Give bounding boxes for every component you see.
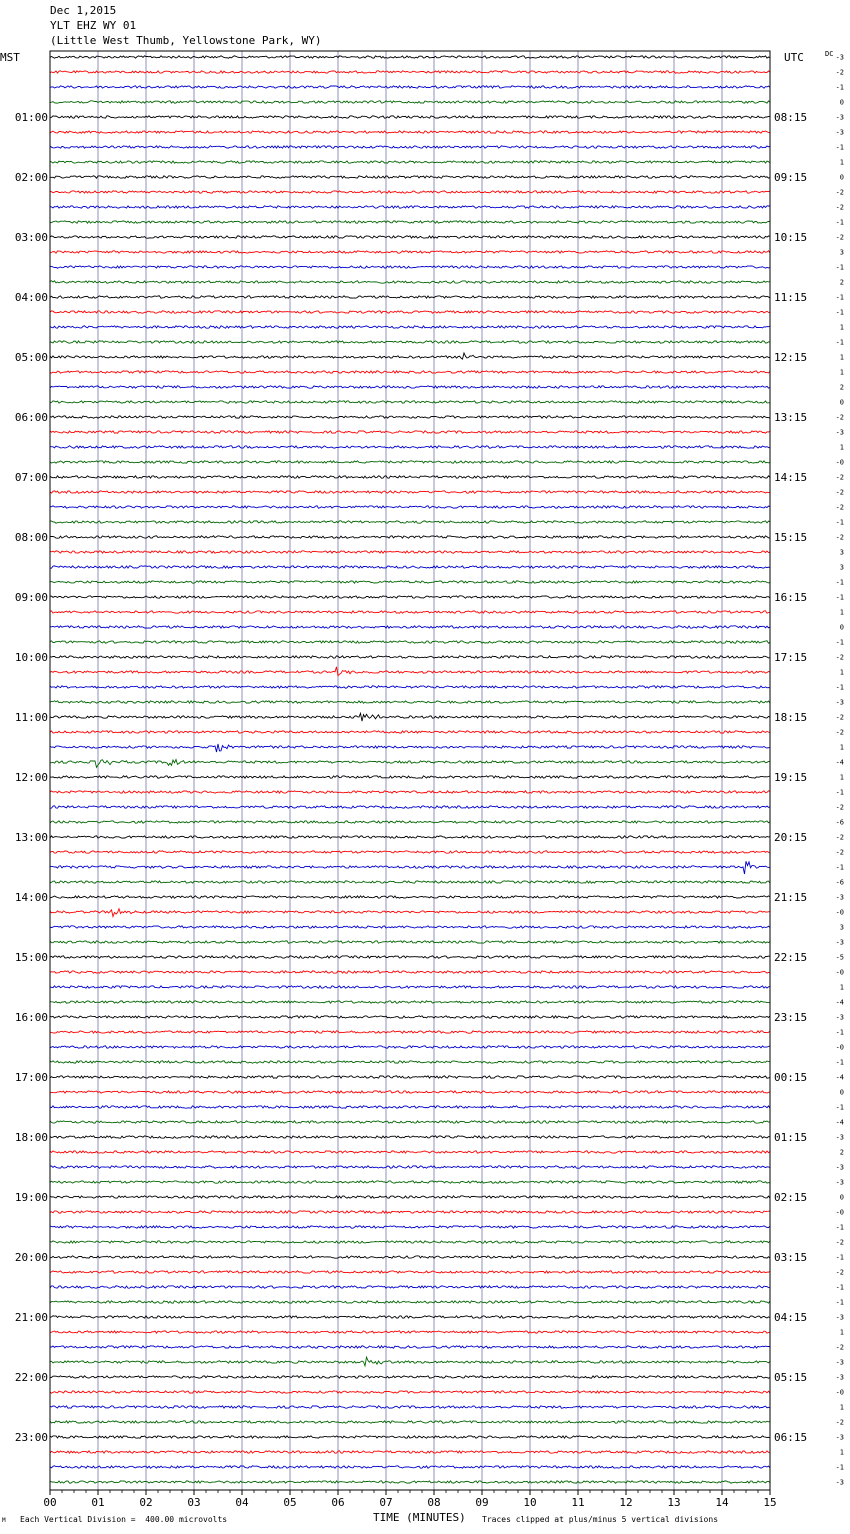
trace-row <box>50 521 770 523</box>
trace-row <box>50 821 770 823</box>
dc-offset-label: 1 <box>839 158 844 167</box>
x-tick-label: 06 <box>331 1496 345 1509</box>
trace-row <box>50 101 770 103</box>
utc-hour-label: 01:15 <box>774 1131 808 1144</box>
dc-offset-label: -2 <box>835 203 844 212</box>
dc-offset-label: -0 <box>835 908 844 917</box>
trace-row <box>50 206 770 208</box>
mst-axis-label: MST <box>0 51 20 64</box>
dc-offset-label: -2 <box>835 653 844 662</box>
trace-row <box>50 371 770 373</box>
dc-offset-label: -4 <box>835 1118 844 1127</box>
trace-row <box>50 341 770 343</box>
dc-offset-label: 1 <box>839 1403 844 1412</box>
trace-row <box>50 1376 770 1378</box>
mst-hour-label: 22:00 <box>14 1371 48 1384</box>
trace-row <box>50 251 770 253</box>
dc-offset-label: 2 <box>839 278 844 287</box>
utc-hour-label: 20:15 <box>774 831 808 844</box>
trace-row <box>50 760 770 768</box>
dc-offset-label: -1 <box>835 1058 844 1067</box>
dc-offset-label: -3 <box>835 113 844 122</box>
trace-row <box>50 956 770 958</box>
utc-hour-label: 06:15 <box>774 1431 808 1444</box>
dc-offset-label: 0 <box>839 98 844 107</box>
trace-row <box>50 1256 770 1258</box>
trace-row <box>50 776 770 778</box>
dc-offset-label: -2 <box>835 488 844 497</box>
dc-offset-label: 3 <box>839 548 844 557</box>
utc-hour-label: 12:15 <box>774 351 808 364</box>
utc-hour-label: 21:15 <box>774 891 808 904</box>
trace-row <box>50 836 770 838</box>
dc-offset-label: -1 <box>835 1103 844 1112</box>
dc-offset-label: 0 <box>839 398 844 407</box>
mst-hour-label: 04:00 <box>14 291 48 304</box>
trace-row <box>50 506 770 508</box>
dc-offset-label: -2 <box>835 503 844 512</box>
x-tick-label: 01 <box>91 1496 105 1509</box>
trace-row <box>50 146 770 148</box>
dc-offset-label: -4 <box>835 998 844 1007</box>
trace-row <box>50 1016 770 1018</box>
utc-hour-label: 14:15 <box>774 471 808 484</box>
dc-offset-label: -2 <box>835 68 844 77</box>
trace-row <box>50 667 770 676</box>
dc-offset-label: -2 <box>835 1343 844 1352</box>
trace-row <box>50 731 770 733</box>
trace-row <box>50 116 770 118</box>
mst-hour-label: 15:00 <box>14 951 48 964</box>
trace-row <box>50 71 770 73</box>
trace-row <box>50 1226 770 1228</box>
trace-row <box>50 686 770 688</box>
mst-hour-label: 09:00 <box>14 591 48 604</box>
clip-note: Traces clipped at plus/minus 5 vertical divisions <box>482 1515 719 1524</box>
x-axis-title: TIME (MINUTES) <box>373 1511 466 1524</box>
utc-hour-label: 00:15 <box>774 1071 808 1084</box>
dc-offset-label: 0 <box>839 1193 844 1202</box>
corner-mark: M <box>2 1517 6 1524</box>
mst-hour-label: 17:00 <box>14 1071 48 1084</box>
dc-offset-label: -0 <box>835 1388 844 1397</box>
dc-offset-label: -3 <box>835 893 844 902</box>
dc-offset-label: -1 <box>835 218 844 227</box>
utc-hour-label: 04:15 <box>774 1311 808 1324</box>
dc-offset-label: -1 <box>835 308 844 317</box>
dc-offset-label: 3 <box>839 563 844 572</box>
dc-offset-label: -4 <box>835 1073 844 1082</box>
trace-row <box>50 941 770 943</box>
utc-axis-label: UTC <box>784 51 804 64</box>
plot-frame <box>50 51 770 1490</box>
trace-row <box>50 926 770 928</box>
mst-hour-label: 01:00 <box>14 111 48 124</box>
trace-row <box>50 1031 770 1033</box>
trace-row <box>50 431 770 433</box>
utc-hour-label: 03:15 <box>774 1251 808 1264</box>
dc-offset-label: -1 <box>835 1463 844 1472</box>
trace-row <box>50 1136 770 1138</box>
trace-row <box>50 566 770 568</box>
trace-row <box>50 1391 770 1393</box>
dc-offset-label: -2 <box>835 413 844 422</box>
x-tick-label: 08 <box>427 1496 441 1509</box>
trace-row <box>50 176 770 178</box>
trace-row <box>50 491 770 493</box>
trace-row <box>50 1357 770 1366</box>
trace-row <box>50 401 770 403</box>
dc-offset-label: -1 <box>835 83 844 92</box>
dc-offset-label: -3 <box>835 698 844 707</box>
dc-offset-label: -2 <box>835 848 844 857</box>
dc-offset-label: -3 <box>835 1178 844 1187</box>
mst-hour-label: 20:00 <box>14 1251 48 1264</box>
utc-hour-label: 11:15 <box>774 291 808 304</box>
x-tick-label: 13 <box>667 1496 681 1509</box>
dc-offset-label: 1 <box>839 353 844 362</box>
trace-row <box>50 161 770 163</box>
trace-row <box>50 1481 770 1483</box>
x-tick-label: 05 <box>283 1496 297 1509</box>
dc-offset-label: 1 <box>839 323 844 332</box>
dc-offset-label: 3 <box>839 248 844 257</box>
chart-date: Dec 1,2015 <box>50 4 117 17</box>
trace-row <box>50 701 770 703</box>
utc-hour-label: 09:15 <box>774 171 808 184</box>
utc-hour-label: 22:15 <box>774 951 808 964</box>
trace-row <box>50 1061 770 1063</box>
utc-hour-label: 13:15 <box>774 411 808 424</box>
trace-row <box>50 191 770 193</box>
trace-row <box>50 221 770 223</box>
trace-row <box>50 1331 770 1333</box>
trace-row <box>50 1196 770 1198</box>
dc-offset-label: -3 <box>835 1163 844 1172</box>
x-tick-label: 12 <box>619 1496 633 1509</box>
dc-offset-label: 1 <box>839 368 844 377</box>
trace-row <box>50 744 770 752</box>
scale-note: Each Vertical Division = 400.00 microvolts <box>20 1515 228 1524</box>
dc-offset-label: -3 <box>835 428 844 437</box>
dc-offset-label: 1 <box>839 983 844 992</box>
dc-offset-label: -2 <box>835 1418 844 1427</box>
trace-row <box>50 476 770 478</box>
trace-row <box>50 386 770 388</box>
minute-gridlines <box>98 51 722 1490</box>
trace-row <box>50 56 770 58</box>
trace-row <box>50 656 770 658</box>
trace-row <box>50 131 770 133</box>
x-tick-label: 15 <box>763 1496 777 1509</box>
axis-labels <box>0 50 844 1509</box>
trace-row <box>50 1211 770 1213</box>
trace-row <box>50 461 770 463</box>
dc-offset-label: -1 <box>835 638 844 647</box>
trace-row <box>50 791 770 793</box>
trace-row <box>50 266 770 268</box>
trace-row <box>50 536 770 538</box>
dc-offset-label: -0 <box>835 968 844 977</box>
mst-hour-label: 11:00 <box>14 711 48 724</box>
dc-offset-label: -2 <box>835 188 844 197</box>
dc-offset-label: 1 <box>839 1328 844 1337</box>
trace-row <box>50 1451 770 1453</box>
dc-offset-label: -1 <box>835 578 844 587</box>
dc-offset-label: -2 <box>835 233 844 242</box>
trace-row <box>50 1151 770 1153</box>
trace-row <box>50 1121 770 1123</box>
dc-offset-label: -3 <box>835 128 844 137</box>
dc-offset-label: 1 <box>839 608 844 617</box>
dc-offset-label: -1 <box>835 143 844 152</box>
mst-hour-label: 16:00 <box>14 1011 48 1024</box>
trace-row <box>50 1346 770 1348</box>
trace-row <box>50 236 770 238</box>
mst-hour-label: 05:00 <box>14 351 48 364</box>
trace-row <box>50 713 770 721</box>
dc-offset-label: 0 <box>839 1088 844 1097</box>
trace-row <box>50 281 770 283</box>
utc-hour-label: 17:15 <box>774 651 808 664</box>
dc-offset-label: 1 <box>839 773 844 782</box>
dc-offset-label: -2 <box>835 533 844 542</box>
trace-row <box>50 1001 770 1003</box>
dc-offset-label: -5 <box>835 953 844 962</box>
dc-offset-label: -1 <box>835 338 844 347</box>
dc-offset-label: -1 <box>835 1223 844 1232</box>
utc-hour-label: 10:15 <box>774 231 808 244</box>
dc-offset-label: -2 <box>835 1268 844 1277</box>
trace-row <box>50 1316 770 1318</box>
dc-offset-label: -1 <box>835 1253 844 1262</box>
x-tick-label: 03 <box>187 1496 201 1509</box>
dc-offset-label: -1 <box>835 788 844 797</box>
utc-hour-label: 18:15 <box>774 711 808 724</box>
dc-offset-label: -1 <box>835 1298 844 1307</box>
trace-row <box>50 1271 770 1273</box>
dc-offset-label: -3 <box>835 1373 844 1382</box>
dc-offset-label: -0 <box>835 1208 844 1217</box>
dc-label: DC <box>825 50 834 58</box>
trace-row <box>50 86 770 88</box>
dc-offset-label: -2 <box>835 473 844 482</box>
dc-offset-label: -4 <box>835 758 844 767</box>
mst-hour-label: 18:00 <box>14 1131 48 1144</box>
trace-row <box>50 416 770 418</box>
trace-row <box>50 971 770 973</box>
utc-hour-label: 19:15 <box>774 771 808 784</box>
x-tick-label: 09 <box>475 1496 489 1509</box>
dc-offset-label: 2 <box>839 383 844 392</box>
trace-row <box>50 1301 770 1303</box>
trace-row <box>50 581 770 583</box>
trace-row <box>50 326 770 328</box>
x-tick-label: 07 <box>379 1496 393 1509</box>
dc-offset-label: 0 <box>839 623 844 632</box>
dc-offset-label: -1 <box>835 263 844 272</box>
dc-offset-label: -3 <box>835 1013 844 1022</box>
dc-offset-label: -1 <box>835 683 844 692</box>
trace-row <box>50 851 770 853</box>
mst-hour-label: 19:00 <box>14 1191 48 1204</box>
trace-row <box>50 353 770 359</box>
trace-row <box>50 909 770 917</box>
mst-hour-label: 08:00 <box>14 531 48 544</box>
dc-offset-label: -1 <box>835 1028 844 1037</box>
mst-hour-label: 14:00 <box>14 891 48 904</box>
mst-hour-label: 07:00 <box>14 471 48 484</box>
x-tick-label: 04 <box>235 1496 249 1509</box>
trace-row <box>50 1076 770 1078</box>
utc-hour-label: 02:15 <box>774 1191 808 1204</box>
trace-row <box>50 1406 770 1408</box>
utc-hour-label: 16:15 <box>774 591 808 604</box>
dc-offset-label: 1 <box>839 743 844 752</box>
dc-offset-label: 3 <box>839 923 844 932</box>
x-tick-label: 10 <box>523 1496 537 1509</box>
trace-row <box>50 446 770 448</box>
dc-offset-label: -6 <box>835 878 844 887</box>
mst-hour-label: 03:00 <box>14 231 48 244</box>
dc-offset-label: -6 <box>835 818 844 827</box>
trace-row <box>50 296 770 298</box>
dc-offset-label: -1 <box>835 518 844 527</box>
trace-row <box>50 551 770 553</box>
dc-offset-label: -3 <box>835 1133 844 1142</box>
trace-row <box>50 881 770 883</box>
mst-hour-label: 12:00 <box>14 771 48 784</box>
dc-offset-label: -2 <box>835 1238 844 1247</box>
utc-hour-label: 08:15 <box>774 111 808 124</box>
trace-row <box>50 1466 770 1468</box>
mst-hour-label: 10:00 <box>14 651 48 664</box>
trace-row <box>50 596 770 598</box>
mst-hour-label: 13:00 <box>14 831 48 844</box>
trace-row <box>50 1181 770 1183</box>
trace-row <box>50 806 770 808</box>
trace-row <box>50 311 770 313</box>
trace-row <box>50 1421 770 1423</box>
mst-hour-label: 06:00 <box>14 411 48 424</box>
dc-offset-label: -2 <box>835 728 844 737</box>
utc-hour-label: 15:15 <box>774 531 808 544</box>
dc-offset-label: -1 <box>835 293 844 302</box>
mst-hour-label: 23:00 <box>14 1431 48 1444</box>
x-tick-label: 11 <box>571 1496 585 1509</box>
utc-hour-label: 05:15 <box>774 1371 808 1384</box>
seismic-traces <box>50 56 770 1483</box>
station-location: (Little West Thumb, Yellowstone Park, WY) <box>50 34 322 47</box>
dc-offset-label: 2 <box>839 1148 844 1157</box>
x-tick-label: 00 <box>43 1496 57 1509</box>
trace-row <box>50 1436 770 1438</box>
dc-offset-label: 1 <box>839 1448 844 1457</box>
dc-offset-label: -2 <box>835 713 844 722</box>
trace-row <box>50 626 770 628</box>
trace-row <box>50 641 770 643</box>
utc-hour-label: 23:15 <box>774 1011 808 1024</box>
trace-row <box>50 896 770 898</box>
trace-row <box>50 1106 770 1108</box>
dc-offset-label: -3 <box>835 1313 844 1322</box>
trace-row <box>50 1091 770 1093</box>
dc-offset-label: -0 <box>835 458 844 467</box>
dc-offset-label: -3 <box>835 53 844 62</box>
dc-offset-label: -3 <box>835 1478 844 1487</box>
dc-offset-label: -1 <box>835 1283 844 1292</box>
dc-offset-label: 1 <box>839 668 844 677</box>
trace-row <box>50 1286 770 1288</box>
dc-offset-label: -1 <box>835 863 844 872</box>
mst-hour-label: 02:00 <box>14 171 48 184</box>
mst-hour-label: 21:00 <box>14 1311 48 1324</box>
dc-offset-label: 1 <box>839 443 844 452</box>
trace-row <box>50 611 770 613</box>
x-tick-label: 02 <box>139 1496 153 1509</box>
dc-offset-label: -3 <box>835 1358 844 1367</box>
dc-offset-label: -3 <box>835 938 844 947</box>
trace-row <box>50 986 770 988</box>
trace-row <box>50 1241 770 1243</box>
station-code: YLT EHZ WY 01 <box>50 19 137 32</box>
dc-offset-label: -3 <box>835 1433 844 1442</box>
dc-offset-label: -1 <box>835 593 844 602</box>
dc-offset-label: 0 <box>839 173 844 182</box>
trace-row <box>50 1166 770 1168</box>
dc-offset-label: -0 <box>835 1043 844 1052</box>
dc-offset-label: -2 <box>835 803 844 812</box>
dc-offset-label: -2 <box>835 833 844 842</box>
trace-row <box>50 861 770 874</box>
x-tick-label: 14 <box>715 1496 729 1509</box>
trace-row <box>50 1046 770 1048</box>
